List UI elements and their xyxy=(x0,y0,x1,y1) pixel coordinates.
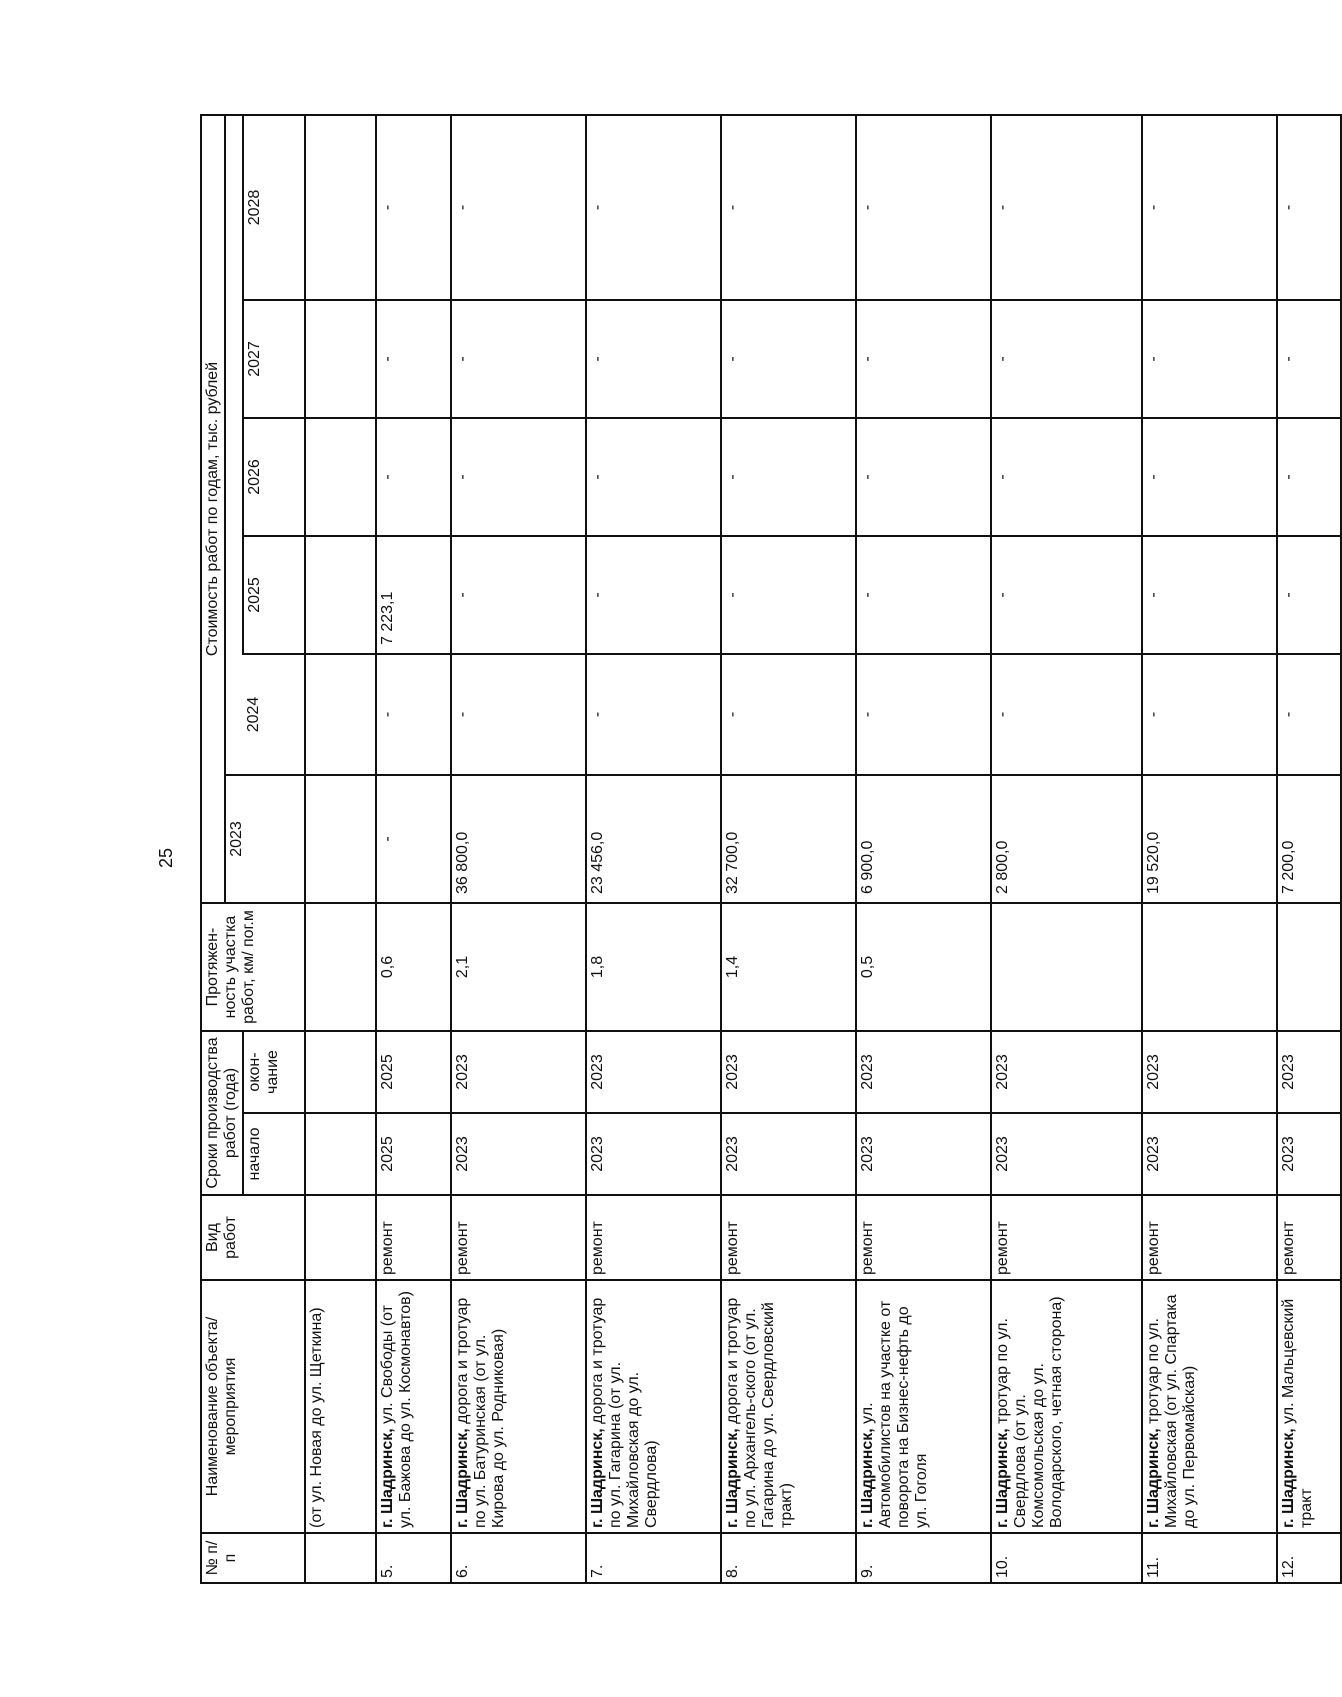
row-end-year: 2023 xyxy=(451,1031,586,1113)
rotated-table-frame xyxy=(200,116,1340,1584)
header-year-2027: 2027 xyxy=(243,300,305,418)
row-number: 10. xyxy=(991,1533,1143,1583)
city-prefix: г. Шадринск, xyxy=(723,1428,741,1528)
row-cost-2025: - xyxy=(451,536,586,654)
header-cost-group: Стоимость работ по годам, тыс. рублей xyxy=(201,115,225,903)
row-end-year: 2023 xyxy=(1142,1031,1277,1113)
row-number: 7. xyxy=(586,1533,721,1583)
row-cost-2026: - xyxy=(721,418,856,536)
row-cost-2027: - xyxy=(586,300,721,418)
row-cost-2026: - xyxy=(1277,418,1340,536)
row-cost-2023: - xyxy=(376,775,450,903)
row-cost-2027 xyxy=(305,300,377,418)
row-cost-2025: - xyxy=(1277,536,1340,654)
row-number: 12. xyxy=(1277,1533,1340,1583)
row-length xyxy=(1142,903,1277,1031)
row-end-year: 2023 xyxy=(991,1031,1143,1113)
row-cost-2026: - xyxy=(451,418,586,536)
row-cost-2028: - xyxy=(586,115,721,300)
header-year-2025: 2025 xyxy=(243,536,305,654)
row-cost-2028: - xyxy=(451,115,586,300)
row-cost-2024: - xyxy=(991,654,1143,775)
city-prefix: г. Шадринск, xyxy=(453,1428,471,1528)
row-length: 1,4 xyxy=(721,903,856,1031)
city-prefix: г. Шадринск, xyxy=(1145,1428,1163,1528)
row-work-type: ремонт xyxy=(856,1195,991,1280)
table-row xyxy=(1277,115,1340,1583)
row-start-year: 2023 xyxy=(721,1113,856,1195)
row-cost-2023 xyxy=(305,775,377,903)
row-start-year: 2023 xyxy=(451,1113,586,1195)
row-work-type: ремонт xyxy=(721,1195,856,1280)
row-cost-2028: - xyxy=(376,115,450,300)
row-cost-2025: 7 223,1 xyxy=(376,536,450,654)
row-work-type: ремонт xyxy=(451,1195,586,1280)
row-start-year: 2023 xyxy=(1277,1113,1340,1195)
row-cost-2026: - xyxy=(991,418,1143,536)
row-cost-2026: - xyxy=(1142,418,1277,536)
city-prefix: г. Шадринск, xyxy=(588,1428,606,1528)
header-year-2024: 2024 xyxy=(243,654,305,775)
row-start-year: 2023 xyxy=(586,1113,721,1195)
row-name: г. Шадринск, ул. Автомобилистов на участке от поворота на Бизнес-нефть до ул. Гоголя xyxy=(856,1280,991,1533)
header-work-type: Вид работ xyxy=(201,1195,305,1280)
row-start-year xyxy=(305,1113,377,1195)
row-cost-2023: 23 456,0 xyxy=(586,775,721,903)
row-cost-2027: - xyxy=(721,300,856,418)
row-name: г. Шадринск, ул. Мальцевский тракт xyxy=(1277,1280,1340,1533)
row-length: 0,5 xyxy=(856,903,991,1031)
row-cost-2023: 2 800,0 xyxy=(991,775,1143,903)
row-cost-2026: - xyxy=(856,418,991,536)
row-cost-2028: - xyxy=(1142,115,1277,300)
city-prefix: г. Шадринск, xyxy=(1280,1428,1298,1528)
row-cost-2024: - xyxy=(586,654,721,775)
row-cost-2028: - xyxy=(721,115,856,300)
table-row xyxy=(721,115,856,1583)
row-number: 6. xyxy=(451,1533,586,1583)
row-cost-2024: - xyxy=(451,654,586,775)
row-start-year: 2025 xyxy=(376,1113,450,1195)
row-cost-2025: - xyxy=(1142,536,1277,654)
row-number: 9. xyxy=(856,1533,991,1583)
row-cost-2026: - xyxy=(586,418,721,536)
header-terms: Сроки производства работ (года) xyxy=(201,1031,243,1195)
header-end: окон- чание xyxy=(243,1031,305,1113)
table-row xyxy=(856,115,991,1583)
row-cost-2023: 6 900,0 xyxy=(856,775,991,903)
row-length: 0,6 xyxy=(376,903,450,1031)
table-row xyxy=(586,115,721,1583)
table-row xyxy=(991,115,1143,1583)
header-year-2028: 2028 xyxy=(243,115,305,300)
city-prefix: г. Шадринск, xyxy=(379,1428,397,1528)
row-cost-2027: - xyxy=(991,300,1143,418)
header-name: Наименование объекта/ мероприятия xyxy=(201,1280,305,1533)
header-length: Протяжен- ность участка работ, км/ пог.м xyxy=(201,903,305,1031)
table-header xyxy=(201,115,305,1583)
row-number: 11. xyxy=(1142,1533,1277,1583)
row-cost-2027: - xyxy=(376,300,450,418)
row-work-type: ремонт xyxy=(376,1195,450,1280)
row-cost-2023: 32 700,0 xyxy=(721,775,856,903)
row-work-type: ремонт xyxy=(1142,1195,1277,1280)
row-length xyxy=(1277,903,1340,1031)
row-cost-2025: - xyxy=(991,536,1143,654)
row-cost-2024: - xyxy=(376,654,450,775)
header-start: начало xyxy=(243,1113,305,1195)
row-name: г. Шадринск, тротуар по ул. Михайловская (от ул. Спартака до ул. Первомайская) xyxy=(1142,1280,1277,1533)
row-number xyxy=(305,1533,377,1583)
row-name: г. Шадринск, дорога и тротуар по ул. Архангель-ского (от ул. Гагарина до ул. Свердловский тракт) xyxy=(721,1280,856,1533)
row-cost-2027: - xyxy=(451,300,586,418)
table-row xyxy=(451,115,586,1583)
row-cost-2025: - xyxy=(721,536,856,654)
row-start-year: 2023 xyxy=(991,1113,1143,1195)
row-cost-2026: - xyxy=(376,418,450,536)
city-prefix: г. Шадринск, xyxy=(858,1428,876,1528)
row-number: 8. xyxy=(721,1533,856,1583)
works-table xyxy=(200,114,1342,1584)
row-length: 1,8 xyxy=(586,903,721,1031)
row-name: г. Шадринск, ул. Свободы (от ул. Бажова до ул. Космонавтов) xyxy=(376,1280,450,1533)
row-work-type xyxy=(305,1195,377,1280)
page-number: 25 xyxy=(155,847,176,869)
row-cost-2023: 7 200,0 xyxy=(1277,775,1340,903)
row-end-year: 2023 xyxy=(1277,1031,1340,1113)
row-cost-2027: - xyxy=(1142,300,1277,418)
row-cost-2027: - xyxy=(1277,300,1340,418)
row-end-year: 2025 xyxy=(376,1031,450,1113)
row-cost-2025: - xyxy=(586,536,721,654)
row-name: (от ул. Новая до ул. Щеткина) xyxy=(305,1280,377,1533)
header-year-2026: 2026 xyxy=(243,418,305,536)
row-end-year xyxy=(305,1031,377,1113)
row-cost-2028: - xyxy=(856,115,991,300)
row-cost-2024: - xyxy=(1142,654,1277,775)
row-cost-2024 xyxy=(305,654,377,775)
row-cost-2024: - xyxy=(1277,654,1340,775)
table-row xyxy=(305,115,377,1583)
row-cost-2028 xyxy=(305,115,377,300)
row-name: г. Шадринск, дорога и тротуар по ул. Батуринская (от ул. Кирова до ул. Родниковая) xyxy=(451,1280,586,1533)
header-years-spacer xyxy=(225,115,243,775)
row-cost-2024: - xyxy=(721,654,856,775)
row-cost-2028: - xyxy=(991,115,1143,300)
row-cost-2025 xyxy=(305,536,377,654)
row-end-year: 2023 xyxy=(586,1031,721,1113)
row-start-year: 2023 xyxy=(856,1113,991,1195)
city-prefix: г. Шадринск, xyxy=(993,1428,1011,1528)
header-num: № п/ п xyxy=(201,1533,305,1583)
row-work-type: ремонт xyxy=(991,1195,1143,1280)
row-cost-2028: - xyxy=(1277,115,1340,300)
row-number: 5. xyxy=(376,1533,450,1583)
row-end-year: 2023 xyxy=(856,1031,991,1113)
row-length: 2,1 xyxy=(451,903,586,1031)
table-body xyxy=(305,115,1341,1583)
row-cost-2024: - xyxy=(856,654,991,775)
row-cost-2027: - xyxy=(856,300,991,418)
row-end-year: 2023 xyxy=(721,1031,856,1113)
row-work-type: ремонт xyxy=(1277,1195,1340,1280)
row-cost-2023: 36 800,0 xyxy=(451,775,586,903)
header-year-2023: 2023 xyxy=(225,775,305,903)
table-row xyxy=(376,115,450,1583)
row-name: г. Шадринск, тротуар по ул. Свердлова (от ул. Комсомольская до ул. Володарского, четная сторона) xyxy=(991,1280,1143,1533)
row-work-type: ремонт xyxy=(586,1195,721,1280)
row-cost-2025: - xyxy=(856,536,991,654)
row-cost-2023: 19 520,0 xyxy=(1142,775,1277,903)
row-start-year: 2023 xyxy=(1142,1113,1277,1195)
row-length xyxy=(305,903,377,1031)
row-length xyxy=(991,903,1143,1031)
row-name: г. Шадринск, дорога и тротуар по ул. Гагарина (от ул. Михайловская до ул. Свердлова) xyxy=(586,1280,721,1533)
row-cost-2026 xyxy=(305,418,377,536)
table-row xyxy=(1142,115,1277,1583)
